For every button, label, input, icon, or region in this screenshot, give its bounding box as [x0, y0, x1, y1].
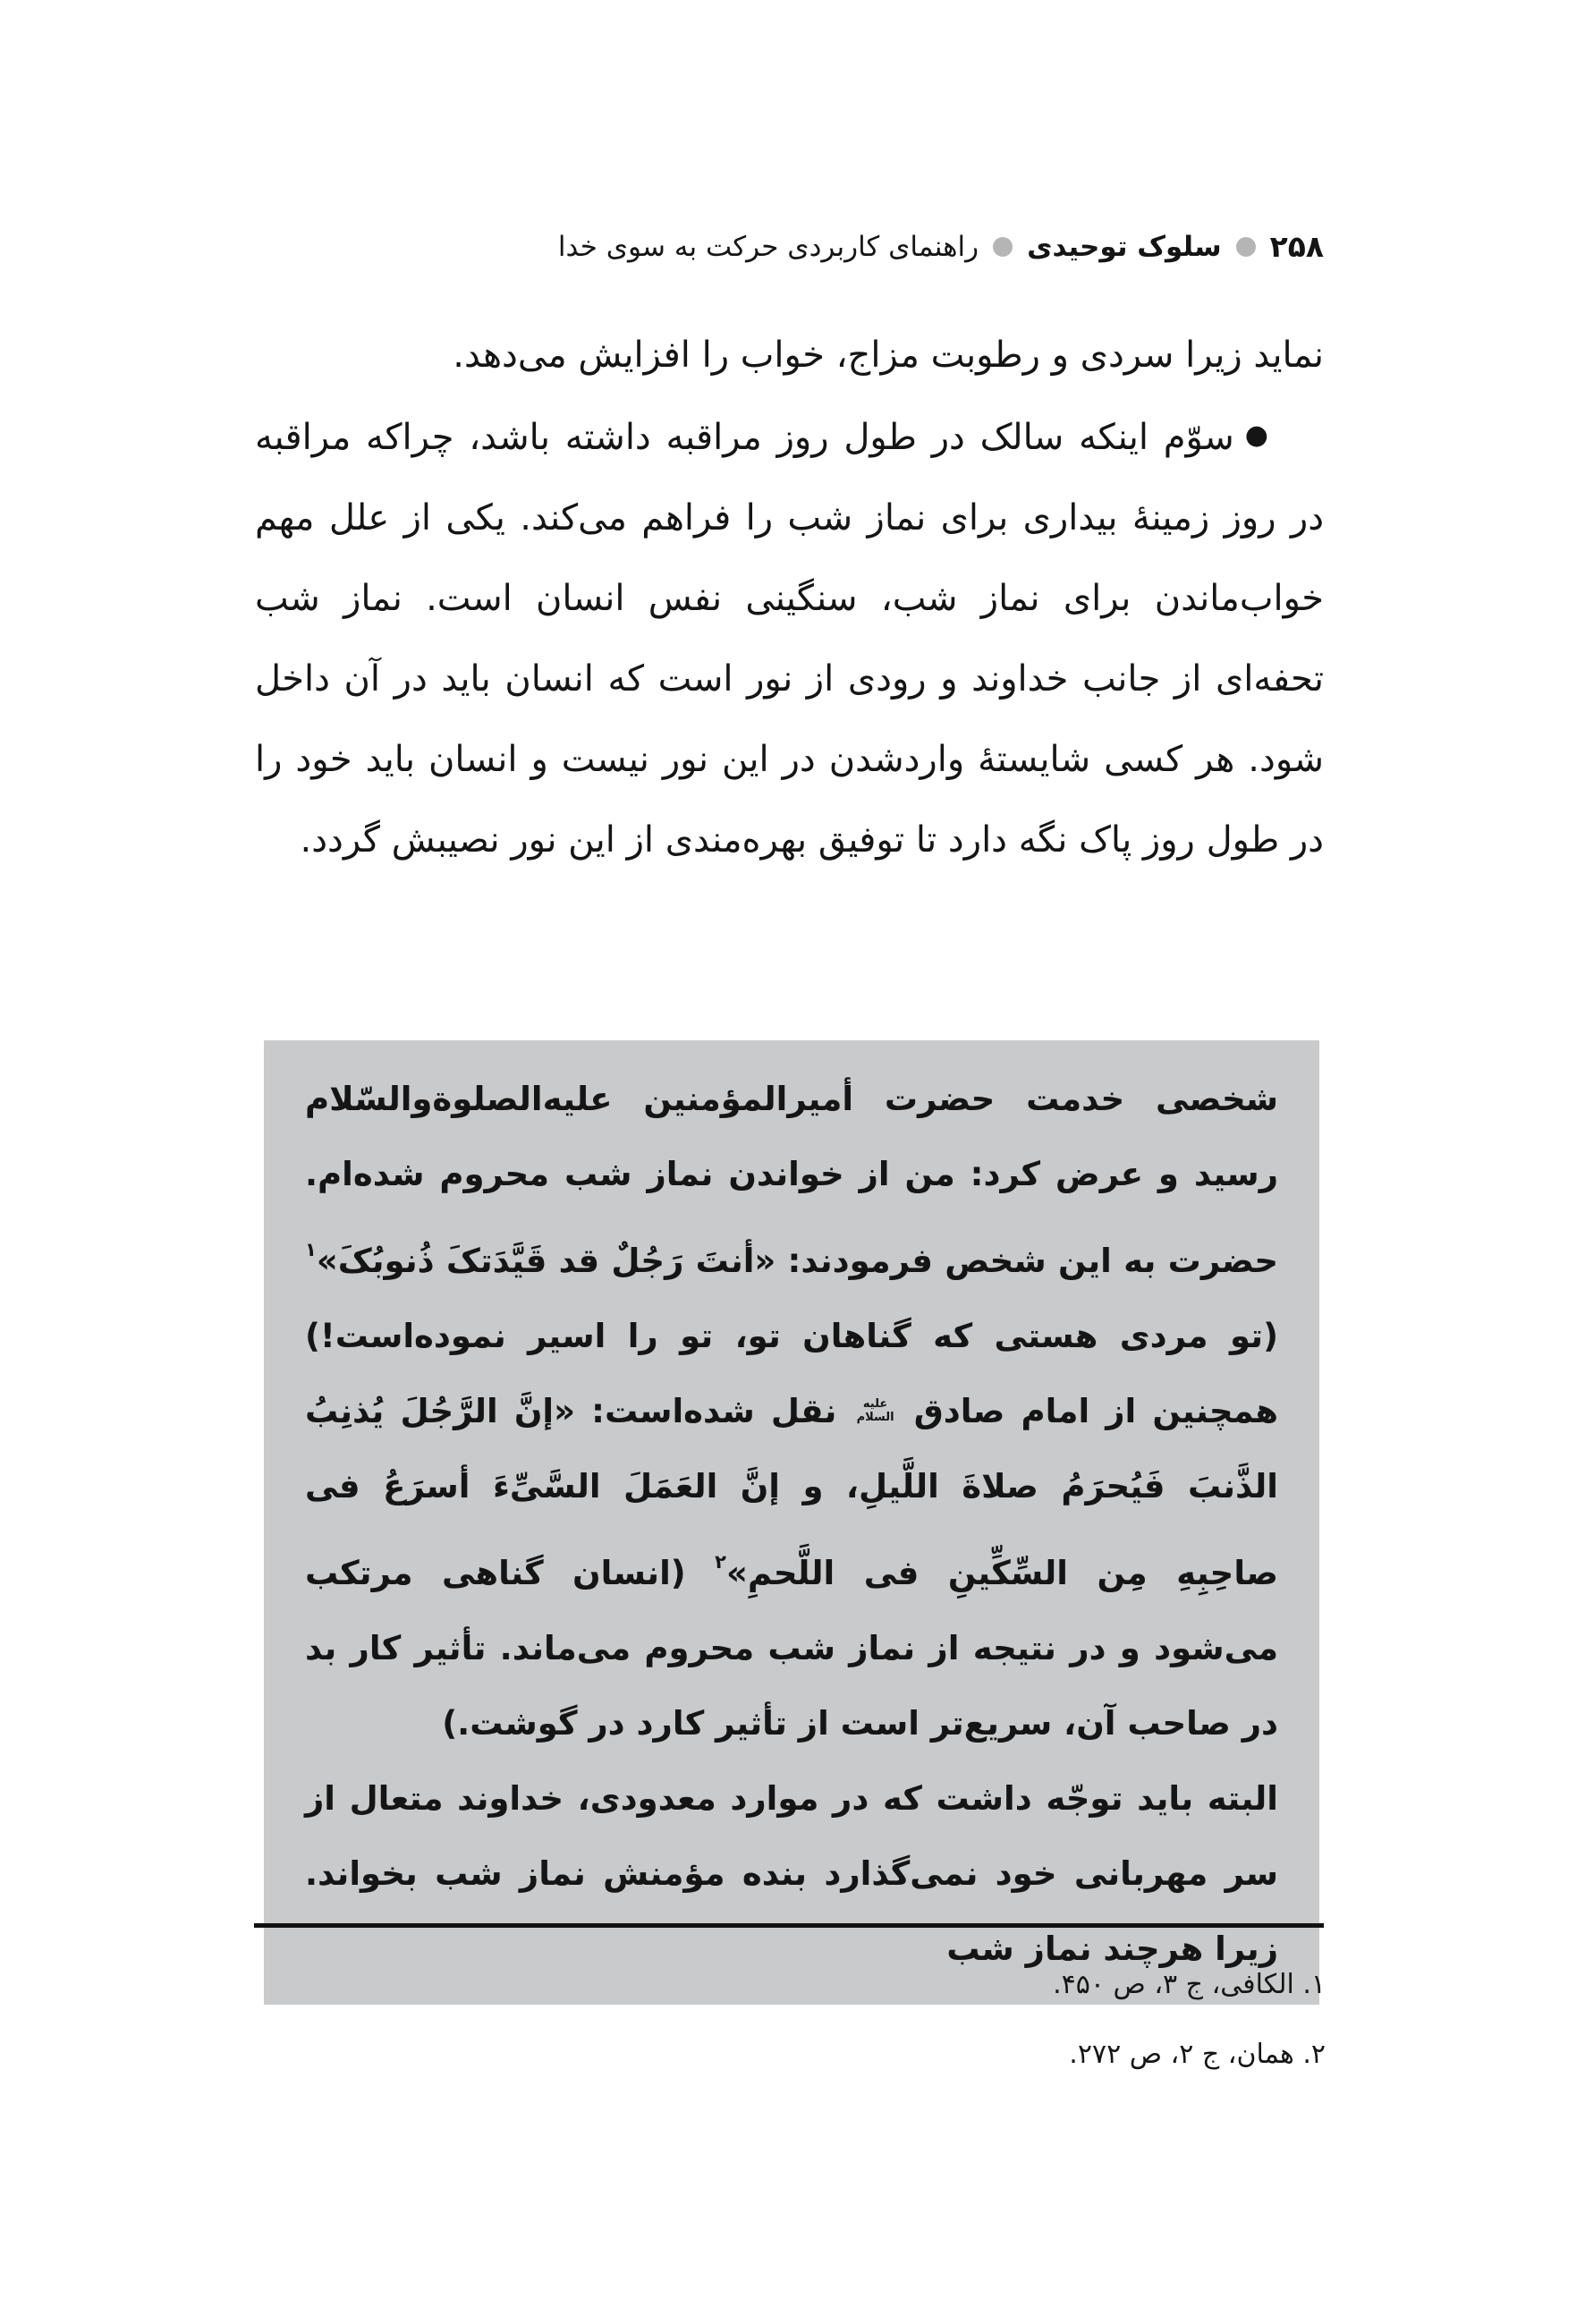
alayhis-salam-badge: علیه السلام — [856, 1397, 894, 1424]
footnote-divider — [254, 1923, 1324, 1928]
quote-text-segment: نقل شده‌است: «إنَّ الرَّجُلَ یُذنِبُ الذَّنبَ فَیُحرَمُ صلاةَ اللَّیلِ، و إنَّ العَمَلَ السَّیِّءَ أسرَعُ فی صاحِبِهِ مِن السِّکِّینِ فی اللَّحمِ» — [305, 1392, 1278, 1592]
quote-text-segment: (تو مردی هستی که گناهان تو، تو را اسیر نموده‌است!) همچنین از امام صادق — [305, 1317, 1278, 1430]
footnotes — [256, 1950, 1326, 2090]
body-text — [255, 315, 1324, 880]
quote-text-segment: شخصی خدمت حضرت أمیرالمؤمنین علیه‌الصلوةوالسّلام رسید و عرض کرد: من از خواندن نماز شب محروم شده‌ام. حضرت به این شخص فرمودند: «أنتَ رَجُلٌ قد قَیَّدَتکَ ذُنوبُکَ» — [305, 1080, 1278, 1280]
quote-paragraph-a — [305, 1062, 1278, 1761]
footnote-item: ۱. الکافی، ج ۳، ص ۴۵۰. — [1053, 1969, 1326, 2000]
footnote-marker: ۲ — [715, 1551, 726, 1573]
body-paragraph-2-text: سوّم اینکه سالک در طول روز مراقبه داشته باشد، چراکه مراقبه در روز زمینهٔ بیداری برای نماز شب را فراهم می‌کند. یکی از علل مهم خواب‌ماندن برای نماز شب، سنگینی نفس انسان است. نماز شب تحفه‌ای از جانب خداوند و رودی از نور است که انسان باید در آن داخل شود. هر کسی شایستهٔ واردشدن در این نور نیست و انسان باید خود را در طول روز پاک نگه دارد تا توفیق بهره‌مندی از این نور نصیبش گردد. — [255, 417, 1324, 861]
book-title: سلوک توحیدی — [1027, 231, 1222, 263]
quote-paragraph-b: البته باید توجّه داشت که در موارد معدودی، خداوند متعال از سر مهربانی خود نمی‌گذارد بنده مؤمنش نماز شب بخواند. زیرا هرچند نماز شب — [305, 1779, 1278, 1968]
page-number: ۲۵۸ — [1269, 229, 1324, 264]
header-bullet-icon — [1236, 237, 1256, 257]
footnote-item: ۲. همان، ج ۲، ص ۲۷۲. — [1069, 2039, 1326, 2070]
body-paragraph-1-text: نماید زیرا سردی و رطوبت مزاج، خواب را افزایش می‌دهد. — [453, 335, 1324, 376]
running-header — [558, 225, 1324, 268]
header-bullet-icon — [993, 237, 1013, 257]
quote-block — [264, 1040, 1319, 2005]
book-subtitle: راهنمای کاربردی حرکت به سوی خدا — [557, 231, 979, 263]
body-paragraph-2 — [255, 395, 1324, 880]
quote-text-segment: (انسان گناهی مرتکب می‌شود و در نتیجه از نماز شب محروم می‌ماند. تأثیر کار بد در صاحب آن، سریع‌تر است از تأثیر کارد در گوشت.) — [305, 1554, 1278, 1743]
body-paragraph-1 — [255, 315, 1324, 395]
list-bullet-icon: ● — [1244, 420, 1272, 451]
footnote-marker: ۱ — [305, 1239, 317, 1260]
